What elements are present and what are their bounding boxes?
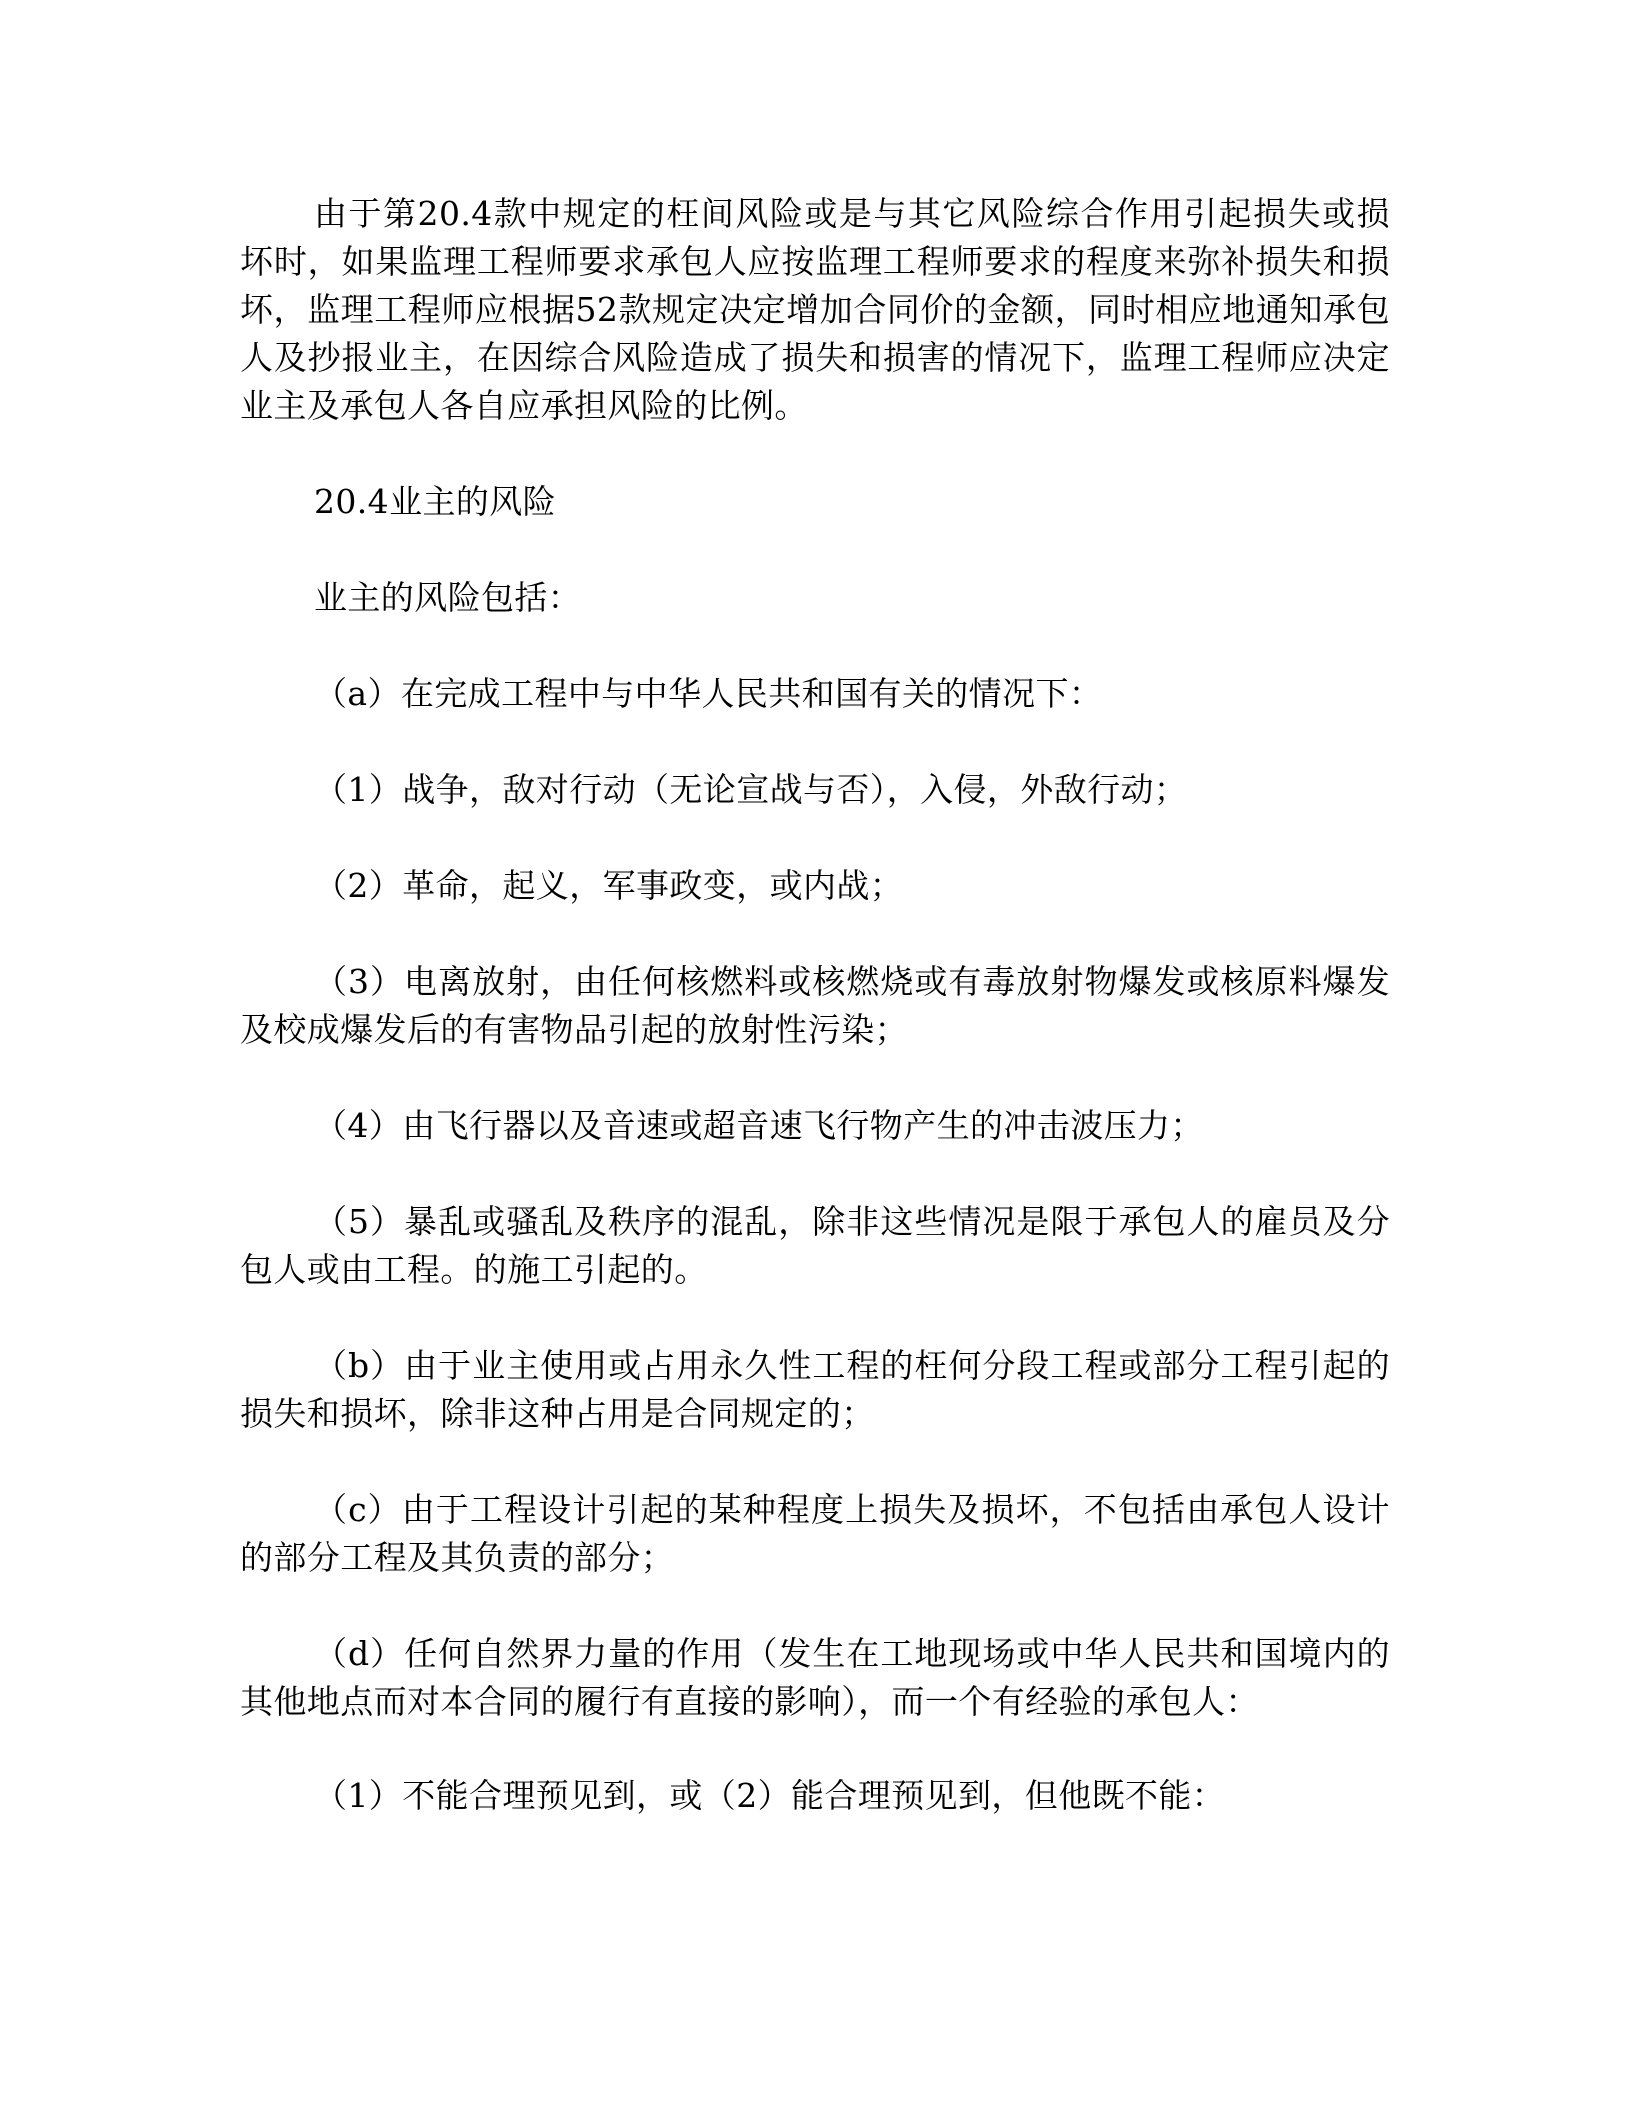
list-item-a-5: （5）暴乱或骚乱及秩序的混乱，除非这些情况是限于承包人的雇员及分包人或由工程。的施工引起的。: [240, 1202, 1390, 1289]
list-item-c: （c）由于工程设计引起的某种程度上损失及损坏，不包括由承包人设计的部分工程及其负责的部分；: [240, 1490, 1390, 1577]
paragraph-combined-risk: 由于第20.4款中规定的枉间风险或是与其它风险综合作用引起损失或损坏时，如果监理工程师要求承包人应按监理工程师要求的程度来弥补损失和损坏，监理工程师应根据52款规定决定增加合同价的金额，同时相应地通知承包人及抄报业主，在因综合风险造成了损失和损害的情况下，监理工程师应决定业主及承包人各自应承担风险的比例。: [240, 194, 1390, 425]
list-item-a-1: （1）战争，敌对行动（无论宣战与否），入侵，外敌行动；: [314, 770, 1188, 809]
list-item-d: （d）任何自然界力量的作用（发生在工地现场或中华人民共和国境内的其他地点而对本合同的履行有直接的影响），而一个有经验的承包人：: [240, 1634, 1390, 1721]
list-item-b: （b）由于业主使用或占用永久性工程的枉何分段工程或部分工程引起的损失和损坏，除非这种占用是合同规定的；: [240, 1346, 1390, 1433]
list-item-d-sub: （1）不能合理预见到，或（2）能合理预见到，但他既不能：: [314, 1776, 1226, 1815]
list-item-a: （a）在完成工程中与中华人民共和国有关的情况下：: [314, 674, 1103, 713]
paragraph-owner-risk-intro: 业主的风险包括：: [314, 578, 582, 617]
document-body: [240, 190, 1390, 1820]
section-heading-owner-risk: 20.4业主的风险: [314, 482, 557, 521]
list-item-a-3: （3）电离放射，由任何核燃料或核燃烧或有毒放射物爆发或核原料爆发及校成爆发后的有害物品引起的放射性污染；: [240, 962, 1390, 1049]
list-item-a-4: （4）由飞行器以及音速或超音速飞行物产生的冲击波压力；: [314, 1106, 1204, 1145]
list-item-a-2: （2）革命，起义，军事政变，或内战；: [314, 866, 904, 905]
